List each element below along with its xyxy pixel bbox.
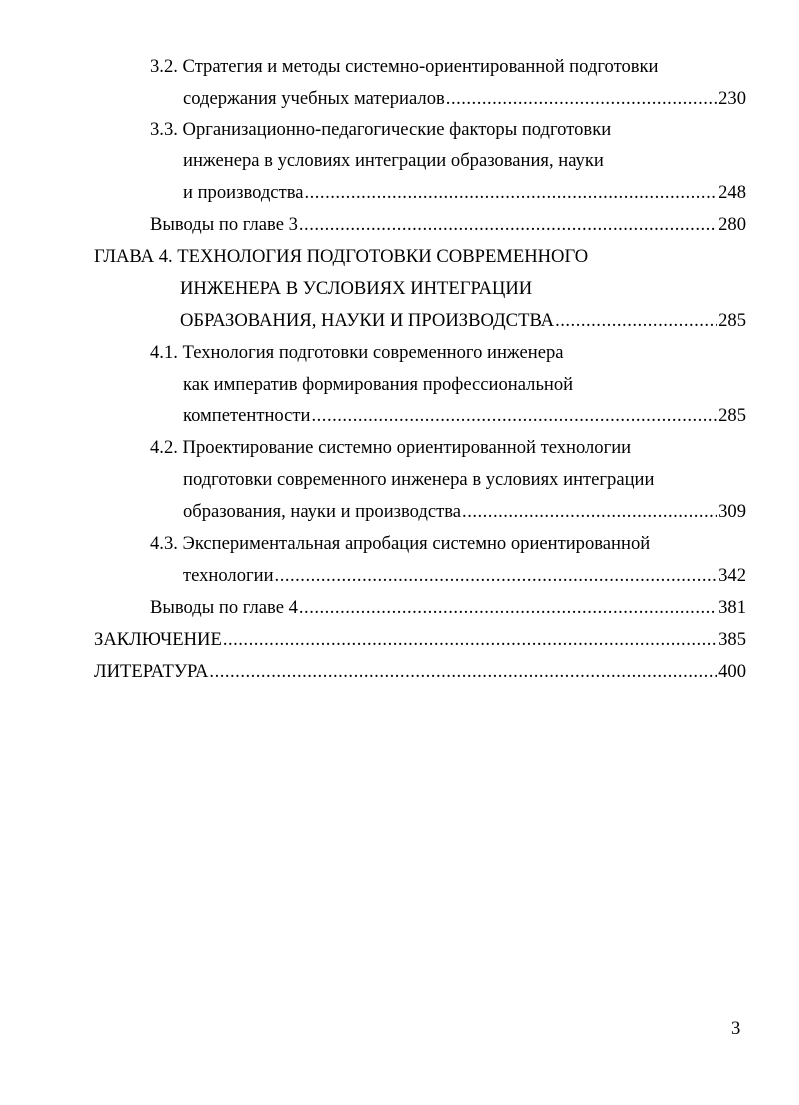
dot-leader bbox=[299, 213, 717, 237]
toc-chapter-4-line-2: ИНЖЕНЕРА В УСЛОВИЯХ ИНТЕГРАЦИИ bbox=[180, 278, 533, 299]
toc-page-4-3: 342 bbox=[718, 565, 746, 586]
toc-page-conclusion: 385 bbox=[718, 629, 746, 650]
toc-entry-4-2-line-2: подготовки современного инженера в условиях интеграции bbox=[183, 469, 655, 490]
toc-entry-3-3-line-1: 3.3. Организационно-педагогические факторы подготовки bbox=[150, 119, 612, 140]
dot-leader bbox=[304, 181, 717, 205]
toc-entry-conclusion-label: ЗАКЛЮЧЕНИЕ bbox=[94, 629, 222, 650]
toc-entry-4-1[interactable] bbox=[183, 404, 746, 428]
dot-leader bbox=[462, 500, 717, 524]
toc-entry-conclusions-3-label: Выводы по главе 3 bbox=[150, 214, 298, 235]
toc-entry-literature[interactable] bbox=[94, 660, 746, 684]
toc-entry-4-1-line-1: 4.1. Технология подготовки современного инженера bbox=[150, 342, 564, 363]
dot-leader bbox=[555, 309, 717, 333]
toc-entry-literature-label: ЛИТЕРАТУРА bbox=[94, 661, 209, 682]
dot-leader bbox=[223, 628, 717, 652]
toc-chapter-4-line-1: ГЛАВА 4. ТЕХНОЛОГИЯ ПОДГОТОВКИ СОВРЕМЕННОГО bbox=[94, 246, 589, 267]
dot-leader bbox=[299, 596, 717, 620]
toc-entry-4-2-line-1: 4.2. Проектирование системно ориентированной технологии bbox=[150, 437, 632, 458]
toc-entry-conclusions-3[interactable] bbox=[150, 213, 746, 237]
toc-entry-3-2-line-1: 3.2. Стратегия и методы системно-ориентированной подготовки bbox=[150, 56, 659, 77]
toc-entry-4-1-line-2: как императив формирования профессиональной bbox=[183, 374, 574, 395]
toc-entry-3-3-line-2: инженера в условиях интеграции образования, науки bbox=[183, 150, 604, 171]
toc-page-4-2: 309 bbox=[718, 501, 746, 522]
toc-entry-3-3-line-3: и производства bbox=[183, 182, 304, 203]
toc-chapter-4-line-3: ОБРАЗОВАНИЯ, НАУКИ И ПРОИЗВОДСТВА bbox=[180, 310, 555, 331]
dot-leader bbox=[312, 404, 718, 428]
toc-entry-4-3-line-2: технологии bbox=[183, 565, 274, 586]
toc-entry-4-1-line-3: компетентности bbox=[183, 405, 311, 426]
toc-page-conclusions-3: 280 bbox=[718, 214, 746, 235]
toc-entry-3-3[interactable] bbox=[183, 181, 746, 205]
toc-entry-4-3-line-1: 4.3. Экспериментальная апробация системно ориентированной bbox=[150, 533, 651, 554]
toc-entry-conclusion[interactable] bbox=[94, 628, 746, 652]
dot-leader bbox=[209, 660, 717, 684]
toc-entry-4-2[interactable] bbox=[183, 500, 746, 524]
toc-page-3-2: 230 bbox=[718, 88, 746, 109]
dot-leader bbox=[446, 87, 717, 111]
toc-page-conclusions-4: 381 bbox=[718, 597, 746, 618]
toc-entry-conclusions-4[interactable] bbox=[150, 596, 746, 620]
toc-page-chapter-4: 285 bbox=[718, 310, 746, 331]
dot-leader bbox=[275, 564, 718, 588]
toc-page-literature: 400 bbox=[718, 661, 746, 682]
toc-entry-conclusions-4-label: Выводы по главе 4 bbox=[150, 597, 298, 618]
toc-entry-3-2[interactable] bbox=[183, 87, 746, 111]
page-number: 3 bbox=[731, 1018, 741, 1039]
toc-chapter-4[interactable] bbox=[180, 309, 746, 333]
toc-entry-4-2-line-3: образования, науки и производства bbox=[183, 501, 462, 522]
toc-page-3-3: 248 bbox=[718, 182, 746, 203]
toc-page-4-1: 285 bbox=[718, 405, 746, 426]
toc-entry-3-2-line-2: содержания учебных материалов bbox=[183, 88, 445, 109]
toc-entry-4-3[interactable] bbox=[183, 564, 746, 588]
